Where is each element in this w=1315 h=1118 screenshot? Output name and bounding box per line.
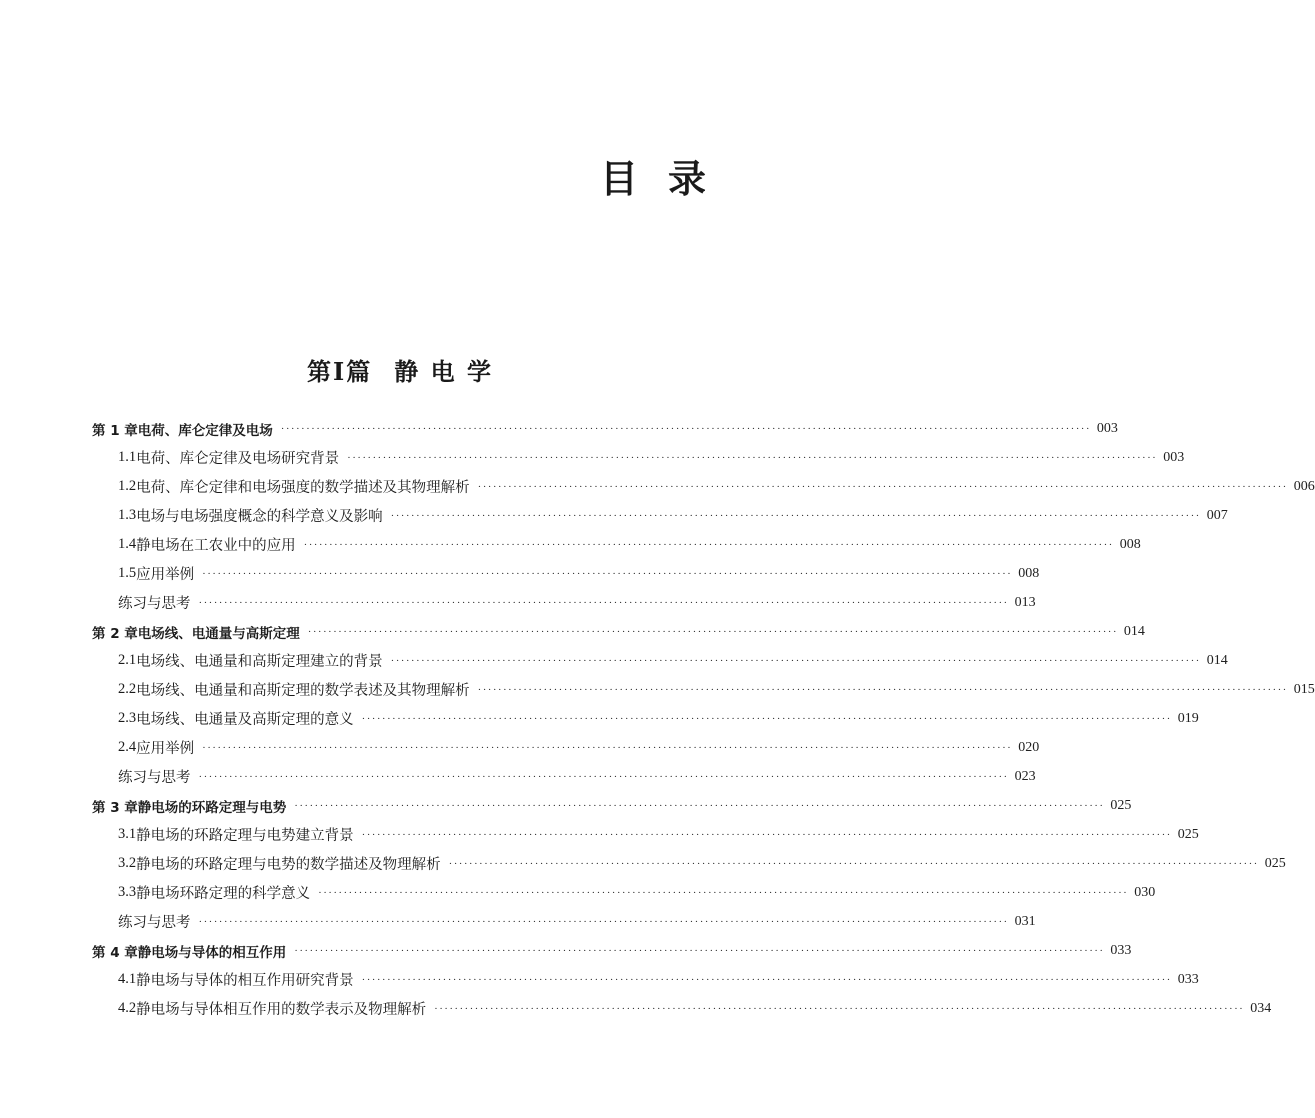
- toc-page-number: 025: [1110, 797, 1132, 813]
- toc-section-entry[interactable]: [92, 443, 1185, 472]
- toc-entry-title: 练习与思考: [118, 915, 191, 931]
- dot-leader: ································································································································································: [361, 828, 1172, 841]
- toc-entry-number: 1.5: [118, 565, 137, 581]
- toc-entry-title: 电荷、库仑定律及电场: [137, 422, 273, 439]
- toc-entry-title: 静电场环路定理的科学意义: [136, 886, 311, 902]
- toc-entry-number: 第 1 章: [92, 422, 138, 439]
- toc-page-number: 008: [1018, 565, 1040, 581]
- toc-entry-number: 3.1: [118, 826, 137, 842]
- toc-page-number: 014: [1206, 652, 1228, 668]
- dot-leader: ································································································································································: [448, 857, 1259, 870]
- page-title: [600, 148, 706, 203]
- toc-page-number: 006: [1293, 478, 1315, 494]
- toc-section-entry[interactable]: [92, 559, 1040, 588]
- toc-chapter-entry[interactable]: [92, 791, 1132, 820]
- toc-page-number: 003: [1096, 420, 1118, 436]
- toc-entry-title: 静电场的环路定理与电势建立背景: [136, 828, 354, 844]
- dot-leader: ································································································································································: [294, 799, 1105, 812]
- toc-entry-title: 应用举例: [136, 741, 195, 757]
- toc-section-entry[interactable]: [92, 820, 1199, 849]
- dot-leader: ································································································································································: [202, 567, 1013, 580]
- dot-leader: ································································································································································: [202, 741, 1013, 754]
- dot-leader: ································································································································································: [390, 654, 1201, 667]
- table-of-contents: [92, 414, 1315, 1023]
- toc-entry-title: 静电场的环路定理与电势: [137, 799, 287, 816]
- toc-entry-title: 练习与思考: [118, 770, 191, 786]
- toc-entry-number: 1.2: [118, 478, 137, 494]
- toc-entry-number: 1.3: [118, 507, 137, 523]
- toc-section-entry[interactable]: [92, 965, 1199, 994]
- toc-entry-number: 第 4 章: [92, 944, 138, 961]
- toc-entry-title: 静电场与导体相互作用的数学表示及物理解析: [136, 1002, 427, 1018]
- toc-entry-title: 电荷、库仑定律和电场强度的数学描述及其物理解析: [136, 480, 470, 496]
- toc-section-entry[interactable]: [92, 530, 1141, 559]
- page-title-char-2: 录: [668, 156, 707, 201]
- toc-page-number: 023: [1014, 768, 1036, 784]
- toc-entry-number: 3.2: [118, 855, 137, 871]
- dot-leader: ································································································································································: [361, 712, 1172, 725]
- dot-leader: ································································································································································: [390, 509, 1201, 522]
- toc-entry-title: 电场线、电通量与高斯定理: [137, 625, 300, 642]
- toc-entry-title: 电场线、电通量和高斯定理建立的背景: [136, 654, 383, 670]
- toc-entry-number: 4.2: [118, 1000, 137, 1016]
- toc-page-number: 034: [1250, 1000, 1272, 1016]
- dot-leader: ································································································································································: [280, 422, 1091, 435]
- dot-leader: ································································································································································: [434, 1002, 1245, 1015]
- toc-entry-title: 电场线、电通量和高斯定理的数学表述及其物理解析: [136, 683, 470, 699]
- toc-entry-number: 2.3: [118, 710, 137, 726]
- toc-page-number: 033: [1177, 971, 1199, 987]
- toc-entry-title: 电荷、库仑定律及电场研究背景: [136, 451, 340, 467]
- toc-page-number: 013: [1014, 594, 1036, 610]
- toc-section-entry[interactable]: [92, 878, 1156, 907]
- toc-entry-number: 1.1: [118, 449, 137, 465]
- dot-leader: ································································································································································: [477, 683, 1288, 696]
- toc-page-number: 019: [1177, 710, 1199, 726]
- dot-leader: ································································································································································: [347, 451, 1158, 464]
- dot-leader: ································································································································································: [198, 596, 1009, 609]
- toc-page-number: 020: [1018, 739, 1040, 755]
- toc-page-number: 025: [1177, 826, 1199, 842]
- dot-leader: ································································································································································: [307, 625, 1118, 638]
- toc-entry-title: 应用举例: [136, 567, 195, 583]
- toc-section-entry[interactable]: [92, 704, 1199, 733]
- part-number: 第Ⅰ篇: [307, 357, 373, 386]
- toc-section-entry[interactable]: [92, 675, 1315, 704]
- toc-page-number: 033: [1110, 942, 1132, 958]
- toc-section-entry[interactable]: [92, 733, 1040, 762]
- toc-entry-number: 1.4: [118, 536, 137, 552]
- toc-chapter-entry[interactable]: [92, 617, 1145, 646]
- page-title-char-1: 目: [600, 156, 639, 201]
- dot-leader: ································································································································································: [477, 480, 1288, 493]
- toc-page-number: 014: [1123, 623, 1145, 639]
- toc-section-entry[interactable]: [92, 501, 1228, 530]
- toc-entry-title: 静电场与导体的相互作用研究背景: [136, 973, 354, 989]
- toc-exercise-entry[interactable]: [92, 588, 1036, 617]
- part-name: 静 电 学: [394, 357, 493, 386]
- toc-entry-number: 第 3 章: [92, 799, 138, 816]
- toc-entry-number: 4.1: [118, 971, 137, 987]
- toc-entry-number: 2.4: [118, 739, 137, 755]
- toc-chapter-entry[interactable]: [92, 936, 1132, 965]
- toc-entry-number: 2.2: [118, 681, 137, 697]
- toc-entry-number: 第 2 章: [92, 625, 138, 642]
- toc-section-entry[interactable]: [92, 472, 1315, 501]
- toc-section-entry[interactable]: [92, 646, 1228, 675]
- toc-page-number: 031: [1014, 913, 1036, 929]
- dot-leader: ································································································································································: [361, 973, 1172, 986]
- dot-leader: ································································································································································: [318, 886, 1129, 899]
- toc-entry-title: 静电场在工农业中的应用: [136, 538, 296, 554]
- toc-entry-number: 3.3: [118, 884, 137, 900]
- toc-exercise-entry[interactable]: [92, 907, 1036, 936]
- dot-leader: ································································································································································: [294, 944, 1105, 957]
- dot-leader: ································································································································································: [198, 770, 1009, 783]
- part-title: [0, 352, 800, 387]
- toc-page-number: 025: [1264, 855, 1286, 871]
- toc-page-number: 030: [1134, 884, 1156, 900]
- toc-exercise-entry[interactable]: [92, 762, 1036, 791]
- toc-entry-title: 静电场与导体的相互作用: [137, 944, 287, 961]
- dot-leader: ································································································································································: [303, 538, 1114, 551]
- dot-leader: ································································································································································: [198, 915, 1009, 928]
- toc-chapter-entry[interactable]: [92, 414, 1118, 443]
- toc-entry-title: 静电场的环路定理与电势的数学描述及物理解析: [136, 857, 441, 873]
- toc-section-entry[interactable]: [92, 994, 1272, 1023]
- toc-page-number: 008: [1119, 536, 1141, 552]
- toc-entry-number: 2.1: [118, 652, 137, 668]
- toc-page-number: 003: [1163, 449, 1185, 465]
- toc-section-entry[interactable]: [92, 849, 1286, 878]
- toc-page-number: 007: [1206, 507, 1228, 523]
- toc-page-number: 015: [1293, 681, 1315, 697]
- toc-entry-title: 练习与思考: [118, 596, 191, 612]
- toc-entry-title: 电场线、电通量及高斯定理的意义: [136, 712, 354, 728]
- toc-entry-title: 电场与电场强度概念的科学意义及影响: [136, 509, 383, 525]
